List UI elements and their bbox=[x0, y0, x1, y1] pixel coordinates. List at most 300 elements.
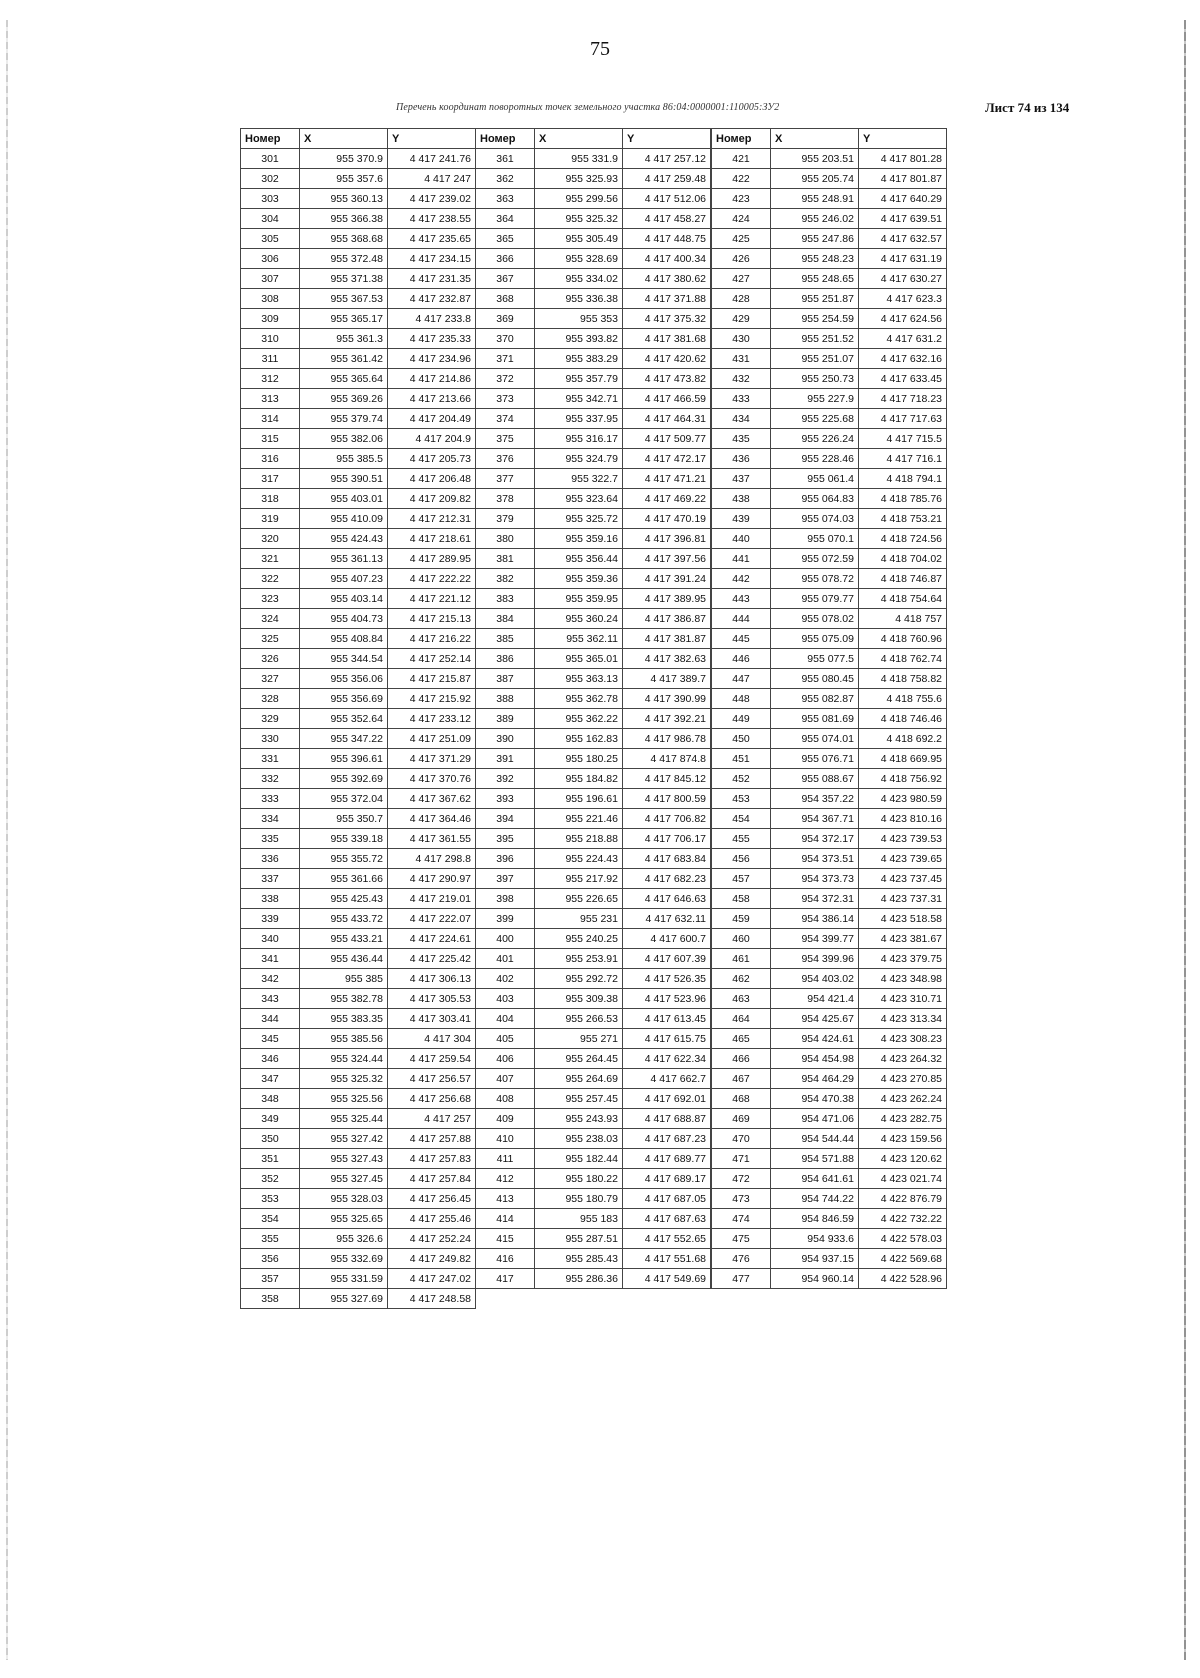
coord-x: 955 392.69 bbox=[300, 769, 388, 789]
table-row bbox=[476, 409, 711, 429]
coord-y: 4 417 257.12 bbox=[623, 149, 711, 169]
table-row bbox=[712, 1109, 947, 1129]
point-number: 320 bbox=[241, 529, 300, 549]
coord-y: 4 417 213.66 bbox=[388, 389, 476, 409]
point-number: 417 bbox=[476, 1269, 535, 1289]
point-number: 416 bbox=[476, 1249, 535, 1269]
point-number: 361 bbox=[476, 149, 535, 169]
coord-y: 4 418 758.82 bbox=[859, 669, 947, 689]
coord-y: 4 423 159.56 bbox=[859, 1129, 947, 1149]
coord-y: 4 417 231.35 bbox=[388, 269, 476, 289]
page-number: 75 bbox=[590, 38, 610, 60]
table-row bbox=[241, 1229, 476, 1249]
point-number: 465 bbox=[712, 1029, 771, 1049]
coord-y: 4 417 252.24 bbox=[388, 1229, 476, 1249]
coord-y: 4 417 662.7 bbox=[623, 1069, 711, 1089]
coord-x: 955 254.59 bbox=[771, 309, 859, 329]
table-body bbox=[712, 149, 947, 1289]
coord-x: 955 328.69 bbox=[535, 249, 623, 269]
coord-x: 955 243.93 bbox=[535, 1109, 623, 1129]
coord-y: 4 417 221.12 bbox=[388, 589, 476, 609]
table-row bbox=[241, 749, 476, 769]
table-row bbox=[712, 489, 947, 509]
coord-x: 954 372.17 bbox=[771, 829, 859, 849]
table-row bbox=[476, 669, 711, 689]
coord-x: 955 385.5 bbox=[300, 449, 388, 469]
coord-x: 954 937.15 bbox=[771, 1249, 859, 1269]
table-row bbox=[476, 1109, 711, 1129]
coord-x: 955 393.82 bbox=[535, 329, 623, 349]
point-number: 319 bbox=[241, 509, 300, 529]
coord-y: 4 417 255.46 bbox=[388, 1209, 476, 1229]
table-row bbox=[476, 589, 711, 609]
coord-y: 4 422 732.22 bbox=[859, 1209, 947, 1229]
coord-x: 954 454.98 bbox=[771, 1049, 859, 1069]
coord-x: 954 424.61 bbox=[771, 1029, 859, 1049]
coord-y: 4 417 251.09 bbox=[388, 729, 476, 749]
point-number: 423 bbox=[712, 189, 771, 209]
table-body bbox=[476, 149, 711, 1289]
coord-x: 955 361.42 bbox=[300, 349, 388, 369]
table-row bbox=[476, 809, 711, 829]
coord-x: 955 292.72 bbox=[535, 969, 623, 989]
table-row bbox=[241, 1149, 476, 1169]
point-number: 409 bbox=[476, 1109, 535, 1129]
point-number: 440 bbox=[712, 529, 771, 549]
table-row bbox=[712, 389, 947, 409]
table-row bbox=[241, 509, 476, 529]
point-number: 317 bbox=[241, 469, 300, 489]
coord-x: 955 323.64 bbox=[535, 489, 623, 509]
coord-x: 955 383.29 bbox=[535, 349, 623, 369]
coord-x: 954 960.14 bbox=[771, 1269, 859, 1289]
table-row bbox=[712, 209, 947, 229]
coord-y: 4 417 289.95 bbox=[388, 549, 476, 569]
point-number: 442 bbox=[712, 569, 771, 589]
coord-x: 955 362.22 bbox=[535, 709, 623, 729]
table-row bbox=[712, 1029, 947, 1049]
column-header-number: Номер bbox=[476, 129, 535, 149]
coord-y: 4 417 212.31 bbox=[388, 509, 476, 529]
point-number: 383 bbox=[476, 589, 535, 609]
point-number: 475 bbox=[712, 1229, 771, 1249]
table-row bbox=[712, 1249, 947, 1269]
point-number: 364 bbox=[476, 209, 535, 229]
table-row bbox=[712, 469, 947, 489]
coord-y: 4 417 371.29 bbox=[388, 749, 476, 769]
point-number: 435 bbox=[712, 429, 771, 449]
coord-x: 955 327.42 bbox=[300, 1129, 388, 1149]
column-header-number: Номер bbox=[241, 129, 300, 149]
point-number: 311 bbox=[241, 349, 300, 369]
table-row bbox=[476, 189, 711, 209]
coord-y: 4 417 234.96 bbox=[388, 349, 476, 369]
coord-y: 4 417 222.07 bbox=[388, 909, 476, 929]
coord-y: 4 417 801.28 bbox=[859, 149, 947, 169]
coord-y: 4 417 470.19 bbox=[623, 509, 711, 529]
table-row bbox=[712, 409, 947, 429]
coord-y: 4 422 578.03 bbox=[859, 1229, 947, 1249]
coord-x: 955 408.84 bbox=[300, 629, 388, 649]
coord-x: 954 373.73 bbox=[771, 869, 859, 889]
coord-x: 954 464.29 bbox=[771, 1069, 859, 1089]
coord-x: 955 061.4 bbox=[771, 469, 859, 489]
point-number: 303 bbox=[241, 189, 300, 209]
coord-y: 4 418 757 bbox=[859, 609, 947, 629]
coord-y: 4 417 233.12 bbox=[388, 709, 476, 729]
coord-y: 4 417 688.87 bbox=[623, 1109, 711, 1129]
coord-y: 4 417 874.8 bbox=[623, 749, 711, 769]
table-row bbox=[476, 329, 711, 349]
coord-y: 4 417 607.39 bbox=[623, 949, 711, 969]
table-row bbox=[712, 349, 947, 369]
table-row bbox=[476, 969, 711, 989]
point-number: 446 bbox=[712, 649, 771, 669]
table-row bbox=[712, 909, 947, 929]
table-row bbox=[712, 529, 947, 549]
coord-x: 955 327.45 bbox=[300, 1169, 388, 1189]
table-row bbox=[476, 389, 711, 409]
coord-y: 4 417 687.05 bbox=[623, 1189, 711, 1209]
table-row bbox=[476, 429, 711, 449]
coord-y: 4 423 313.34 bbox=[859, 1009, 947, 1029]
coord-x: 955 369.26 bbox=[300, 389, 388, 409]
table-row bbox=[476, 1269, 711, 1289]
table-row bbox=[476, 709, 711, 729]
coord-y: 4 423 739.53 bbox=[859, 829, 947, 849]
table-row bbox=[241, 389, 476, 409]
coord-x: 955 410.09 bbox=[300, 509, 388, 529]
table-row bbox=[712, 1169, 947, 1189]
table-row bbox=[712, 169, 947, 189]
table-row bbox=[476, 549, 711, 569]
point-number: 468 bbox=[712, 1089, 771, 1109]
point-number: 382 bbox=[476, 569, 535, 589]
point-number: 341 bbox=[241, 949, 300, 969]
point-number: 316 bbox=[241, 449, 300, 469]
coord-y: 4 417 526.35 bbox=[623, 969, 711, 989]
coord-y: 4 417 630.27 bbox=[859, 269, 947, 289]
table-row bbox=[241, 949, 476, 969]
table-row bbox=[241, 289, 476, 309]
table-row bbox=[476, 849, 711, 869]
table-row bbox=[712, 1049, 947, 1069]
coord-y: 4 417 397.56 bbox=[623, 549, 711, 569]
coord-x: 955 361.3 bbox=[300, 329, 388, 349]
table-row bbox=[241, 409, 476, 429]
coord-y: 4 417 256.57 bbox=[388, 1069, 476, 1089]
table-row bbox=[476, 1249, 711, 1269]
coord-x: 955 353 bbox=[535, 309, 623, 329]
point-number: 447 bbox=[712, 669, 771, 689]
table-row bbox=[712, 309, 947, 329]
coord-y: 4 417 206.48 bbox=[388, 469, 476, 489]
coord-y: 4 423 270.85 bbox=[859, 1069, 947, 1089]
coord-x: 955 226.24 bbox=[771, 429, 859, 449]
coord-x: 955 352.64 bbox=[300, 709, 388, 729]
point-number: 415 bbox=[476, 1229, 535, 1249]
coord-x: 955 407.23 bbox=[300, 569, 388, 589]
scan-right-edge bbox=[1184, 20, 1186, 1660]
coord-x: 955 356.69 bbox=[300, 689, 388, 709]
table-row bbox=[712, 789, 947, 809]
table-row bbox=[476, 349, 711, 369]
table-row bbox=[712, 889, 947, 909]
page-title: Перечень координат поворотных точек земельного участка 86:04:0000001:110005:ЗУ2 bbox=[396, 102, 780, 113]
point-number: 371 bbox=[476, 349, 535, 369]
scan-left-edge bbox=[6, 20, 8, 1660]
table-row bbox=[476, 989, 711, 1009]
point-number: 378 bbox=[476, 489, 535, 509]
coord-y: 4 417 600.7 bbox=[623, 929, 711, 949]
point-number: 466 bbox=[712, 1049, 771, 1069]
point-number: 323 bbox=[241, 589, 300, 609]
table-row bbox=[476, 469, 711, 489]
table-row bbox=[241, 369, 476, 389]
coord-y: 4 417 615.75 bbox=[623, 1029, 711, 1049]
coord-y: 4 417 551.68 bbox=[623, 1249, 711, 1269]
table-row bbox=[476, 169, 711, 189]
table-row bbox=[712, 249, 947, 269]
point-number: 339 bbox=[241, 909, 300, 929]
coord-y: 4 417 375.32 bbox=[623, 309, 711, 329]
point-number: 356 bbox=[241, 1249, 300, 1269]
table-row bbox=[476, 249, 711, 269]
coord-x: 955 372.48 bbox=[300, 249, 388, 269]
table-row bbox=[712, 709, 947, 729]
point-number: 374 bbox=[476, 409, 535, 429]
point-number: 387 bbox=[476, 669, 535, 689]
coord-y: 4 417 232.87 bbox=[388, 289, 476, 309]
coord-x: 955 285.43 bbox=[535, 1249, 623, 1269]
coord-y: 4 417 509.77 bbox=[623, 429, 711, 449]
table-row bbox=[241, 1029, 476, 1049]
point-number: 437 bbox=[712, 469, 771, 489]
point-number: 421 bbox=[712, 149, 771, 169]
coord-y: 4 423 308.23 bbox=[859, 1029, 947, 1049]
point-number: 304 bbox=[241, 209, 300, 229]
table-row bbox=[712, 1149, 947, 1169]
table-row bbox=[476, 869, 711, 889]
coord-x: 955 327.43 bbox=[300, 1149, 388, 1169]
coord-y: 4 417 381.87 bbox=[623, 629, 711, 649]
coord-y: 4 422 569.68 bbox=[859, 1249, 947, 1269]
coord-x: 955 322.7 bbox=[535, 469, 623, 489]
coord-x: 954 373.51 bbox=[771, 849, 859, 869]
table-row bbox=[476, 569, 711, 589]
coordinates-table-block-1 bbox=[240, 128, 476, 1309]
point-number: 307 bbox=[241, 269, 300, 289]
table-row bbox=[241, 209, 476, 229]
table-row bbox=[476, 489, 711, 509]
point-number: 430 bbox=[712, 329, 771, 349]
coord-y: 4 417 692.01 bbox=[623, 1089, 711, 1109]
coord-y: 4 417 390.99 bbox=[623, 689, 711, 709]
coord-x: 955 078.72 bbox=[771, 569, 859, 589]
table-row bbox=[241, 609, 476, 629]
point-number: 379 bbox=[476, 509, 535, 529]
point-number: 393 bbox=[476, 789, 535, 809]
point-number: 469 bbox=[712, 1109, 771, 1129]
coord-y: 4 417 552.65 bbox=[623, 1229, 711, 1249]
coord-x: 955 075.09 bbox=[771, 629, 859, 649]
point-number: 331 bbox=[241, 749, 300, 769]
coord-y: 4 417 241.76 bbox=[388, 149, 476, 169]
coord-y: 4 423 262.24 bbox=[859, 1089, 947, 1109]
point-number: 459 bbox=[712, 909, 771, 929]
point-number: 306 bbox=[241, 249, 300, 269]
coord-y: 4 423 381.67 bbox=[859, 929, 947, 949]
table-row bbox=[712, 189, 947, 209]
table-row bbox=[476, 269, 711, 289]
table-row bbox=[712, 1089, 947, 1109]
coord-y: 4 417 389.95 bbox=[623, 589, 711, 609]
coord-y: 4 417 305.53 bbox=[388, 989, 476, 1009]
table-row bbox=[241, 269, 476, 289]
table-row bbox=[241, 869, 476, 889]
point-number: 309 bbox=[241, 309, 300, 329]
point-number: 370 bbox=[476, 329, 535, 349]
point-number: 380 bbox=[476, 529, 535, 549]
coord-x: 955 332.69 bbox=[300, 1249, 388, 1269]
table-row bbox=[241, 229, 476, 249]
coord-y: 4 417 464.31 bbox=[623, 409, 711, 429]
table-row bbox=[476, 829, 711, 849]
table-row bbox=[241, 1129, 476, 1149]
coord-y: 4 423 980.59 bbox=[859, 789, 947, 809]
point-number: 412 bbox=[476, 1169, 535, 1189]
point-number: 343 bbox=[241, 989, 300, 1009]
coord-x: 955 257.45 bbox=[535, 1089, 623, 1109]
coord-x: 955 382.06 bbox=[300, 429, 388, 449]
coord-y: 4 417 215.13 bbox=[388, 609, 476, 629]
coord-x: 954 846.59 bbox=[771, 1209, 859, 1229]
coord-y: 4 417 381.68 bbox=[623, 329, 711, 349]
point-number: 342 bbox=[241, 969, 300, 989]
point-number: 335 bbox=[241, 829, 300, 849]
coord-x: 955 182.44 bbox=[535, 1149, 623, 1169]
coord-y: 4 417 233.8 bbox=[388, 309, 476, 329]
coord-y: 4 417 469.22 bbox=[623, 489, 711, 509]
table-row bbox=[241, 889, 476, 909]
table-row bbox=[712, 369, 947, 389]
coord-x: 955 325.56 bbox=[300, 1089, 388, 1109]
coord-y: 4 417 205.73 bbox=[388, 449, 476, 469]
point-number: 406 bbox=[476, 1049, 535, 1069]
table-row bbox=[712, 749, 947, 769]
point-number: 334 bbox=[241, 809, 300, 829]
table-row bbox=[241, 669, 476, 689]
table-row bbox=[712, 589, 947, 609]
coord-x: 954 421.4 bbox=[771, 989, 859, 1009]
table-header-row bbox=[712, 129, 947, 149]
table-row bbox=[476, 1129, 711, 1149]
table-row bbox=[712, 1009, 947, 1029]
coord-y: 4 417 471.21 bbox=[623, 469, 711, 489]
coord-x: 955 365.17 bbox=[300, 309, 388, 329]
table-row bbox=[712, 969, 947, 989]
point-number: 384 bbox=[476, 609, 535, 629]
coord-x: 955 316.17 bbox=[535, 429, 623, 449]
point-number: 345 bbox=[241, 1029, 300, 1049]
coord-y: 4 418 724.56 bbox=[859, 529, 947, 549]
coord-y: 4 417 216.22 bbox=[388, 629, 476, 649]
table-row bbox=[476, 509, 711, 529]
table-row bbox=[241, 449, 476, 469]
point-number: 397 bbox=[476, 869, 535, 889]
coord-x: 954 744.22 bbox=[771, 1189, 859, 1209]
coord-x: 955 433.21 bbox=[300, 929, 388, 949]
table-row bbox=[476, 929, 711, 949]
point-number: 366 bbox=[476, 249, 535, 269]
point-number: 329 bbox=[241, 709, 300, 729]
coord-x: 955 379.74 bbox=[300, 409, 388, 429]
point-number: 376 bbox=[476, 449, 535, 469]
point-number: 461 bbox=[712, 949, 771, 969]
coord-y: 4 417 252.14 bbox=[388, 649, 476, 669]
coord-x: 955 184.82 bbox=[535, 769, 623, 789]
coord-y: 4 417 306.13 bbox=[388, 969, 476, 989]
coord-x: 955 251.07 bbox=[771, 349, 859, 369]
point-number: 450 bbox=[712, 729, 771, 749]
coord-y: 4 417 303.41 bbox=[388, 1009, 476, 1029]
coord-y: 4 417 622.34 bbox=[623, 1049, 711, 1069]
coord-y: 4 418 762.74 bbox=[859, 649, 947, 669]
coord-y: 4 418 754.64 bbox=[859, 589, 947, 609]
point-number: 458 bbox=[712, 889, 771, 909]
point-number: 396 bbox=[476, 849, 535, 869]
coord-x: 955 372.04 bbox=[300, 789, 388, 809]
point-number: 377 bbox=[476, 469, 535, 489]
point-number: 410 bbox=[476, 1129, 535, 1149]
table-row bbox=[712, 769, 947, 789]
table-row bbox=[241, 569, 476, 589]
coord-y: 4 418 746.87 bbox=[859, 569, 947, 589]
table-row bbox=[241, 1089, 476, 1109]
coord-y: 4 417 259.48 bbox=[623, 169, 711, 189]
point-number: 443 bbox=[712, 589, 771, 609]
coord-x: 955 325.44 bbox=[300, 1109, 388, 1129]
point-number: 471 bbox=[712, 1149, 771, 1169]
coord-x: 955 356.44 bbox=[535, 549, 623, 569]
table-row bbox=[241, 1269, 476, 1289]
point-number: 358 bbox=[241, 1289, 300, 1309]
table-row bbox=[241, 649, 476, 669]
coord-y: 4 417 257.84 bbox=[388, 1169, 476, 1189]
table-row bbox=[241, 1209, 476, 1229]
coord-y: 4 417 204.9 bbox=[388, 429, 476, 449]
coord-x: 955 350.7 bbox=[300, 809, 388, 829]
coord-x: 955 324.44 bbox=[300, 1049, 388, 1069]
coord-y: 4 417 986.78 bbox=[623, 729, 711, 749]
point-number: 349 bbox=[241, 1109, 300, 1129]
point-number: 328 bbox=[241, 689, 300, 709]
coord-y: 4 417 391.24 bbox=[623, 569, 711, 589]
coord-x: 954 641.61 bbox=[771, 1169, 859, 1189]
point-number: 408 bbox=[476, 1089, 535, 1109]
table-row bbox=[476, 1209, 711, 1229]
table-row bbox=[712, 989, 947, 1009]
table-row bbox=[476, 1189, 711, 1209]
point-number: 441 bbox=[712, 549, 771, 569]
point-number: 344 bbox=[241, 1009, 300, 1029]
table-row bbox=[476, 1169, 711, 1189]
point-number: 315 bbox=[241, 429, 300, 449]
coord-y: 4 417 380.62 bbox=[623, 269, 711, 289]
coord-x: 955 436.44 bbox=[300, 949, 388, 969]
coord-x: 954 571.88 bbox=[771, 1149, 859, 1169]
point-number: 448 bbox=[712, 689, 771, 709]
